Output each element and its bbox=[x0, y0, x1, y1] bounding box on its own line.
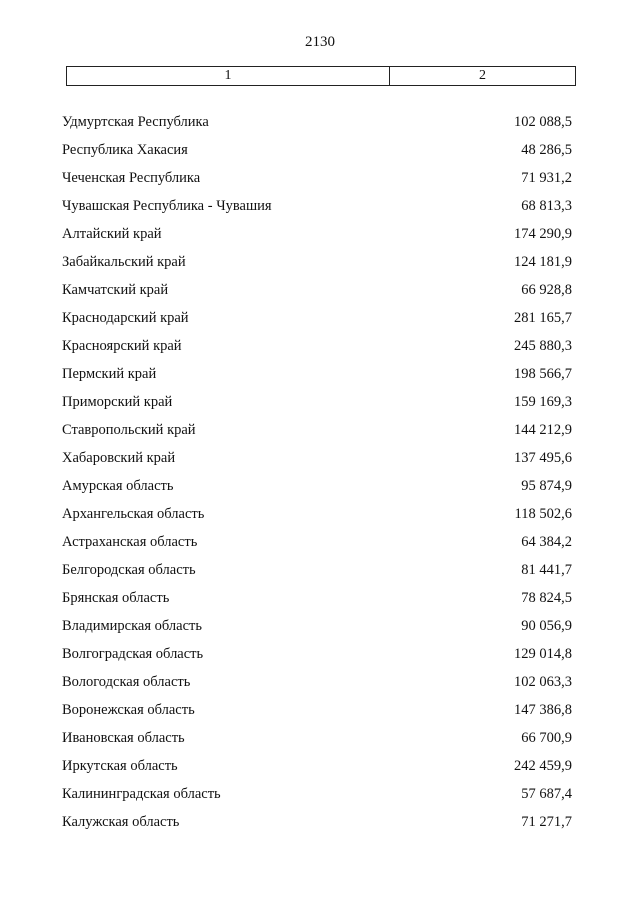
region-value: 57 687,4 bbox=[521, 786, 572, 802]
column-header-table bbox=[66, 66, 576, 86]
table-row bbox=[62, 360, 572, 388]
region-name: Калужская область bbox=[62, 814, 180, 830]
region-name: Астраханская область bbox=[62, 534, 198, 550]
region-value: 71 931,2 bbox=[521, 170, 572, 186]
region-name: Белгородская область bbox=[62, 562, 196, 578]
region-value: 144 212,9 bbox=[514, 422, 572, 438]
table-row bbox=[62, 472, 572, 500]
table-row bbox=[62, 780, 572, 808]
region-name: Республика Хакасия bbox=[62, 142, 188, 158]
region-value: 64 384,2 bbox=[521, 534, 572, 550]
region-name: Иркутская область bbox=[62, 758, 178, 774]
region-name: Калининградская область bbox=[62, 786, 221, 802]
page-number: 2130 bbox=[305, 34, 335, 50]
region-value: 66 928,8 bbox=[521, 282, 572, 298]
table-row bbox=[62, 332, 572, 360]
region-name: Чувашская Республика - Чувашия bbox=[62, 198, 272, 214]
table-row bbox=[62, 752, 572, 780]
region-name: Амурская область bbox=[62, 478, 174, 494]
region-name: Волгоградская область bbox=[62, 646, 204, 662]
region-value: 198 566,7 bbox=[514, 366, 572, 382]
region-name: Ивановская область bbox=[62, 730, 185, 746]
region-name: Алтайский край bbox=[62, 226, 162, 242]
table-row bbox=[62, 220, 572, 248]
region-name: Хабаровский край bbox=[62, 450, 176, 466]
table-row bbox=[62, 304, 572, 332]
region-name: Чеченская Республика bbox=[62, 170, 201, 186]
region-value: 78 824,5 bbox=[521, 590, 572, 606]
table-row bbox=[62, 192, 572, 220]
table-row bbox=[62, 276, 572, 304]
region-name: Вологодская область bbox=[62, 674, 191, 690]
region-value: 102 088,5 bbox=[514, 114, 572, 130]
table-row bbox=[62, 164, 572, 192]
region-value: 242 459,9 bbox=[514, 758, 572, 774]
table-row bbox=[62, 500, 572, 528]
region-name: Воронежская область bbox=[62, 702, 195, 718]
region-value: 129 014,8 bbox=[514, 646, 572, 662]
table-row bbox=[62, 444, 572, 472]
region-value: 71 271,7 bbox=[521, 814, 572, 830]
region-value: 118 502,6 bbox=[514, 506, 572, 522]
region-name: Владимирская область bbox=[62, 618, 202, 634]
region-name: Приморский край bbox=[62, 394, 173, 410]
region-value: 245 880,3 bbox=[514, 338, 572, 354]
table-row bbox=[62, 696, 572, 724]
region-name: Пермский край bbox=[62, 366, 157, 382]
table-row bbox=[62, 528, 572, 556]
region-value: 137 495,6 bbox=[514, 450, 572, 466]
region-name: Ставропольский край bbox=[62, 422, 196, 438]
region-value: 66 700,9 bbox=[521, 730, 572, 746]
region-name: Краснодарский край bbox=[62, 310, 189, 326]
region-value: 81 441,7 bbox=[521, 562, 572, 578]
table-row bbox=[62, 808, 572, 836]
region-value: 102 063,3 bbox=[514, 674, 572, 690]
region-name: Архангельская область bbox=[62, 506, 205, 522]
table-row bbox=[62, 612, 572, 640]
table-row bbox=[62, 388, 572, 416]
region-value: 124 181,9 bbox=[514, 254, 572, 270]
table-row bbox=[62, 584, 572, 612]
table-row bbox=[62, 136, 572, 164]
region-value: 68 813,3 bbox=[521, 198, 572, 214]
region-value: 159 169,3 bbox=[514, 394, 572, 410]
region-value: 281 165,7 bbox=[514, 310, 572, 326]
region-value: 90 056,9 bbox=[521, 618, 572, 634]
table-row bbox=[62, 556, 572, 584]
column-header-2: 2 bbox=[479, 68, 486, 83]
region-name: Брянская область bbox=[62, 590, 170, 606]
region-value: 48 286,5 bbox=[521, 142, 572, 158]
region-name: Забайкальский край bbox=[62, 254, 186, 270]
region-value: 95 874,9 bbox=[521, 478, 572, 494]
region-value: 174 290,9 bbox=[514, 226, 572, 242]
table-row bbox=[62, 724, 572, 752]
region-name: Камчатский край bbox=[62, 282, 169, 298]
column-header-1: 1 bbox=[67, 67, 390, 85]
table-row bbox=[62, 108, 572, 136]
table-row bbox=[62, 640, 572, 668]
table-row bbox=[62, 668, 572, 696]
region-value: 147 386,8 bbox=[514, 702, 572, 718]
region-name: Удмуртская Республика bbox=[62, 114, 209, 130]
table-row bbox=[62, 416, 572, 444]
region-value-list bbox=[62, 108, 572, 836]
table-row bbox=[62, 248, 572, 276]
region-name: Красноярский край bbox=[62, 338, 182, 354]
